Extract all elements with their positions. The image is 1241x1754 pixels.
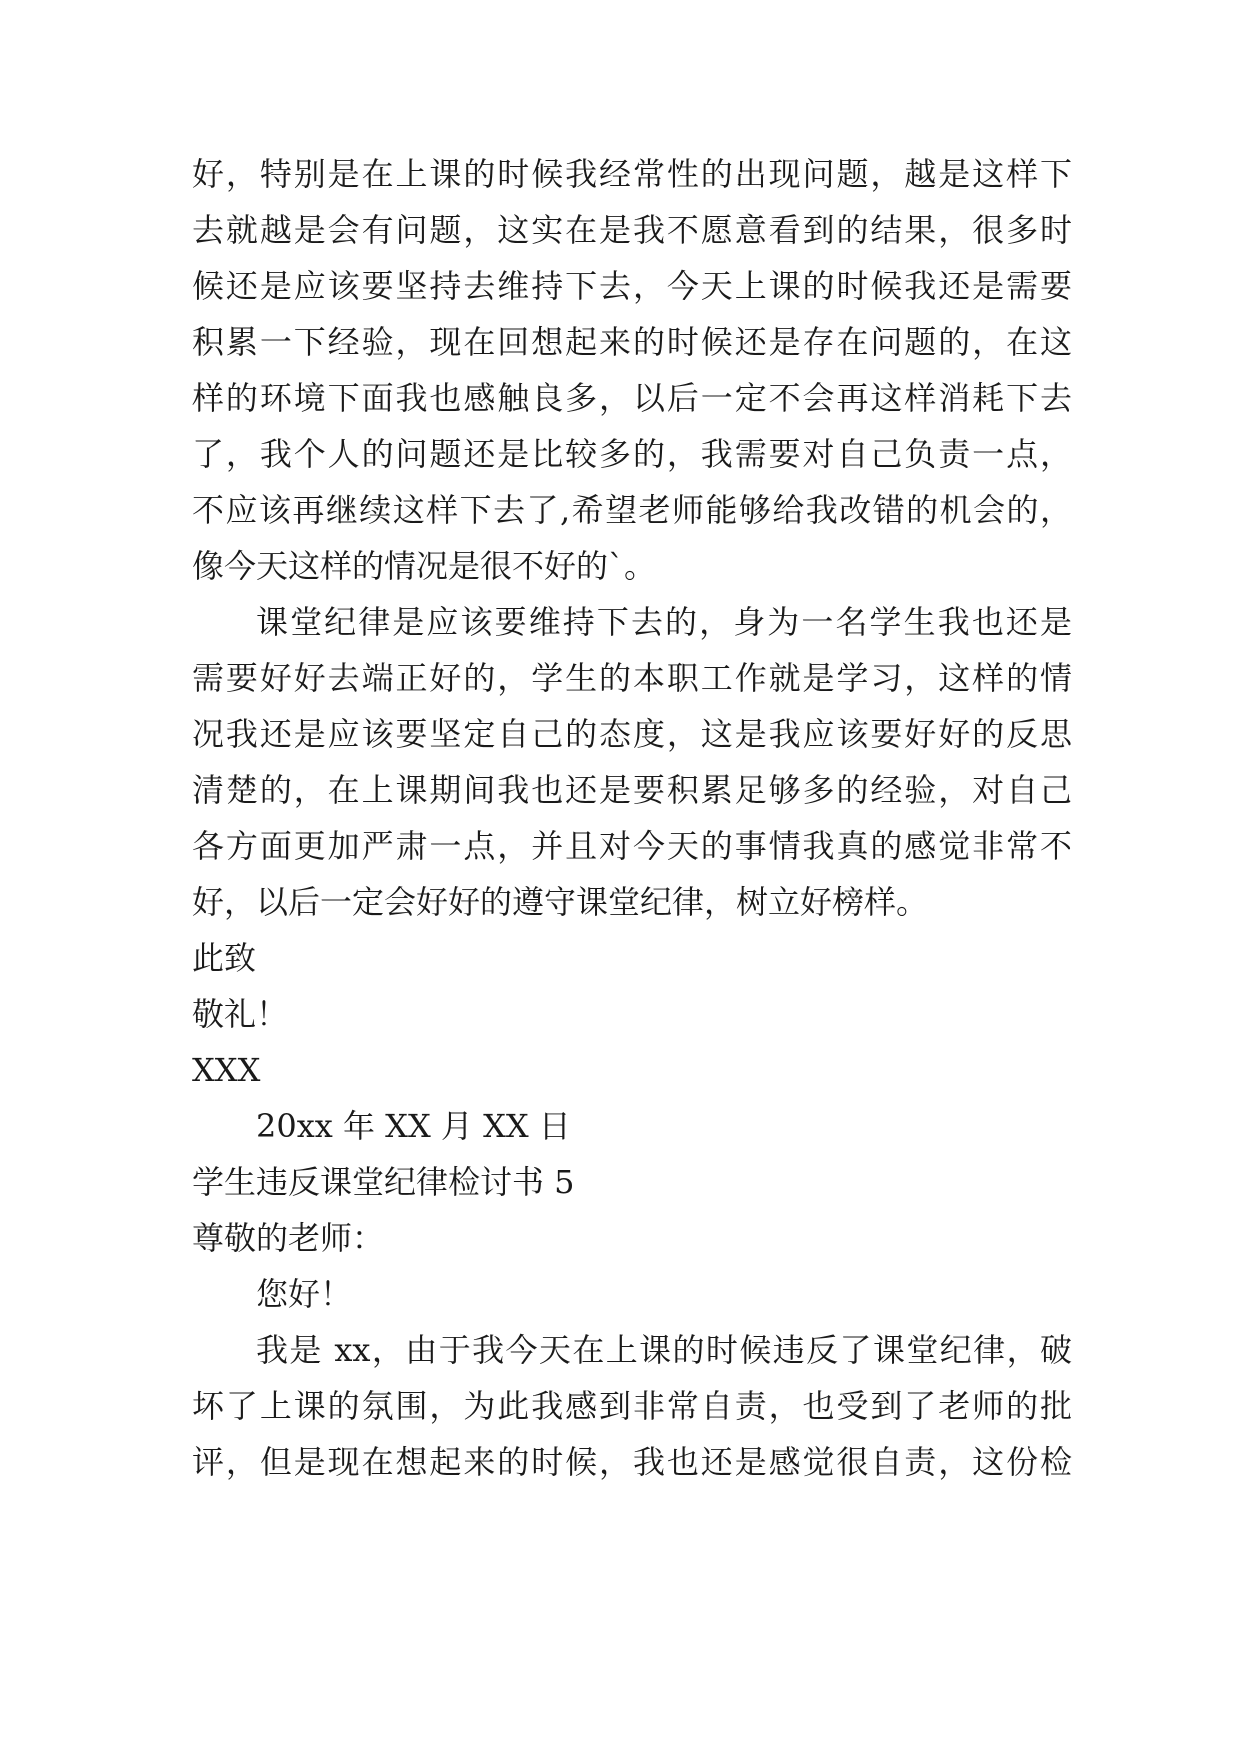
paragraph-line: 了，我个人的问题还是比较多的，我需要对自己负责一点，	[192, 435, 1072, 473]
paragraph-line: 好，以后一定会好好的遵守课堂纪律，树立好榜样。	[192, 883, 929, 921]
paragraph-line: 积累一下经验，现在回想起来的时候还是存在问题的，在这	[192, 323, 1072, 361]
paragraph-line: 不应该再继续这样下去了,希望老师能够给我改错的机会的，	[192, 491, 1072, 529]
paragraph-line: 坏了上课的氛围，为此我感到非常自责，也受到了老师的批	[192, 1387, 1072, 1425]
paragraph-line: 像今天这样的情况是很不好的`。	[192, 547, 657, 585]
section-title: 学生违反课堂纪律检讨书 5	[192, 1163, 575, 1201]
paragraph-line: 各方面更加严肃一点，并且对今天的事情我真的感觉非常不	[192, 827, 1072, 865]
closing-phrase: 此致	[192, 939, 257, 977]
paragraph-line: 样的环境下面我也感触良多，以后一定不会再这样消耗下去	[192, 379, 1072, 417]
paragraph-line: 去就越是会有问题，这实在是我不愿意看到的结果，很多时	[192, 211, 1072, 249]
paragraph-line: 好，特别是在上课的时候我经常性的出现问题，越是这样下	[192, 155, 1072, 193]
paragraph-line: 需要好好去端正好的，学生的本职工作就是学习，这样的情	[192, 659, 1072, 697]
paragraph-line: 评，但是现在想起来的时候，我也还是感觉很自责，这份检	[192, 1443, 1072, 1481]
paragraph-line: 清楚的，在上课期间我也还是要积累足够多的经验，对自己	[192, 771, 1072, 809]
paragraph-line: 候还是应该要坚持去维持下去，今天上课的时候我还是需要	[192, 267, 1072, 305]
signature-name: XXX	[192, 1051, 261, 1089]
signature-date: 20xx 年 XX 月 XX 日	[256, 1107, 571, 1145]
paragraph-line: 况我还是应该要坚定自己的态度，这是我应该要好好的反思	[192, 715, 1072, 753]
salutation: 尊敬的老师：	[192, 1219, 385, 1257]
paragraph-first-line: 我是 xx，由于我今天在上课的时候违反了课堂纪律，破	[256, 1331, 1072, 1369]
paragraph-first-line: 课堂纪律是应该要维持下去的，身为一名学生我也还是	[256, 603, 1072, 641]
greeting: 您好！	[256, 1275, 353, 1313]
closing-salute: 敬礼！	[192, 995, 289, 1033]
